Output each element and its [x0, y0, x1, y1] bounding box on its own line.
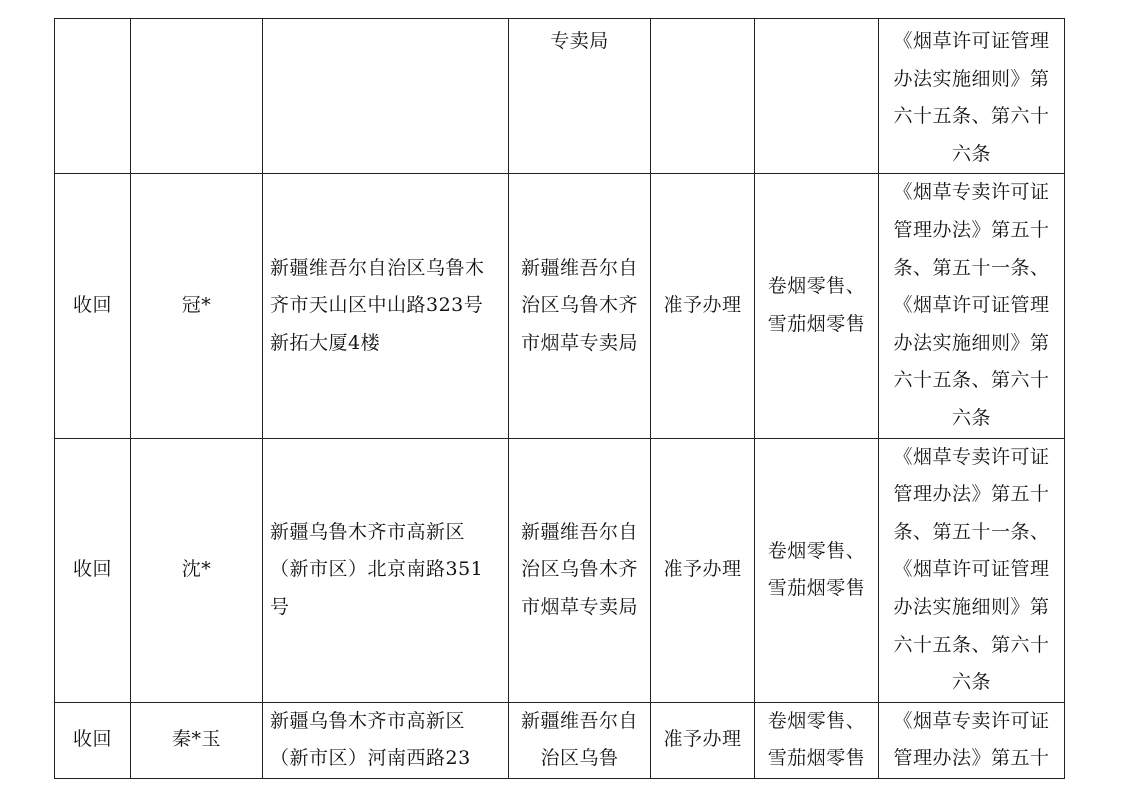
table-row — [55, 702, 1065, 778]
address-cell: 新疆乌鲁木齐市高新区（新市区）河南西路23 — [263, 702, 509, 778]
basis-cell: 《烟草专卖许可证管理办法》第五十 — [879, 702, 1065, 778]
scope-cell: 卷烟零售、雪茄烟零售 — [755, 702, 879, 778]
basis-cell: 《烟草专卖许可证管理办法》第五十条、第五十一条、《烟草许可证管理办法实施细则》第六十五条、第六十六条 — [879, 438, 1065, 702]
authority-cell: 新疆维吾尔自治区乌鲁木齐市烟草专卖局 — [509, 438, 651, 702]
license-table — [54, 18, 1065, 779]
type-cell: 收回 — [55, 702, 131, 778]
authority-cell: 新疆维吾尔自治区乌鲁木齐市烟草专卖局 — [509, 174, 651, 438]
name-cell: 秦*玉 — [131, 702, 263, 778]
address-cell: 新疆维吾尔自治区乌鲁木齐市天山区中山路323号新拓大厦4楼 — [263, 174, 509, 438]
table-row — [55, 438, 1065, 702]
name-cell — [131, 19, 263, 174]
decision-cell: 准予办理 — [651, 702, 755, 778]
decision-cell: 准予办理 — [651, 174, 755, 438]
basis-cell: 《烟草许可证管理办法实施细则》第六十五条、第六十六条 — [879, 19, 1065, 174]
address-cell — [263, 19, 509, 174]
decision-cell: 准予办理 — [651, 438, 755, 702]
name-cell: 沈* — [131, 438, 263, 702]
scope-cell: 卷烟零售、雪茄烟零售 — [755, 438, 879, 702]
scope-cell: 卷烟零售、雪茄烟零售 — [755, 174, 879, 438]
authority-cell: 专卖局 — [509, 19, 651, 174]
scope-cell — [755, 19, 879, 174]
basis-cell: 《烟草专卖许可证管理办法》第五十条、第五十一条、《烟草许可证管理办法实施细则》第六十五条、第六十六条 — [879, 174, 1065, 438]
authority-cell: 新疆维吾尔自治区乌鲁 — [509, 702, 651, 778]
address-cell: 新疆乌鲁木齐市高新区（新市区）北京南路351号 — [263, 438, 509, 702]
name-cell: 冠* — [131, 174, 263, 438]
table-row — [55, 174, 1065, 438]
decision-cell — [651, 19, 755, 174]
table-row — [55, 19, 1065, 174]
type-cell — [55, 19, 131, 174]
type-cell: 收回 — [55, 438, 131, 702]
type-cell: 收回 — [55, 174, 131, 438]
